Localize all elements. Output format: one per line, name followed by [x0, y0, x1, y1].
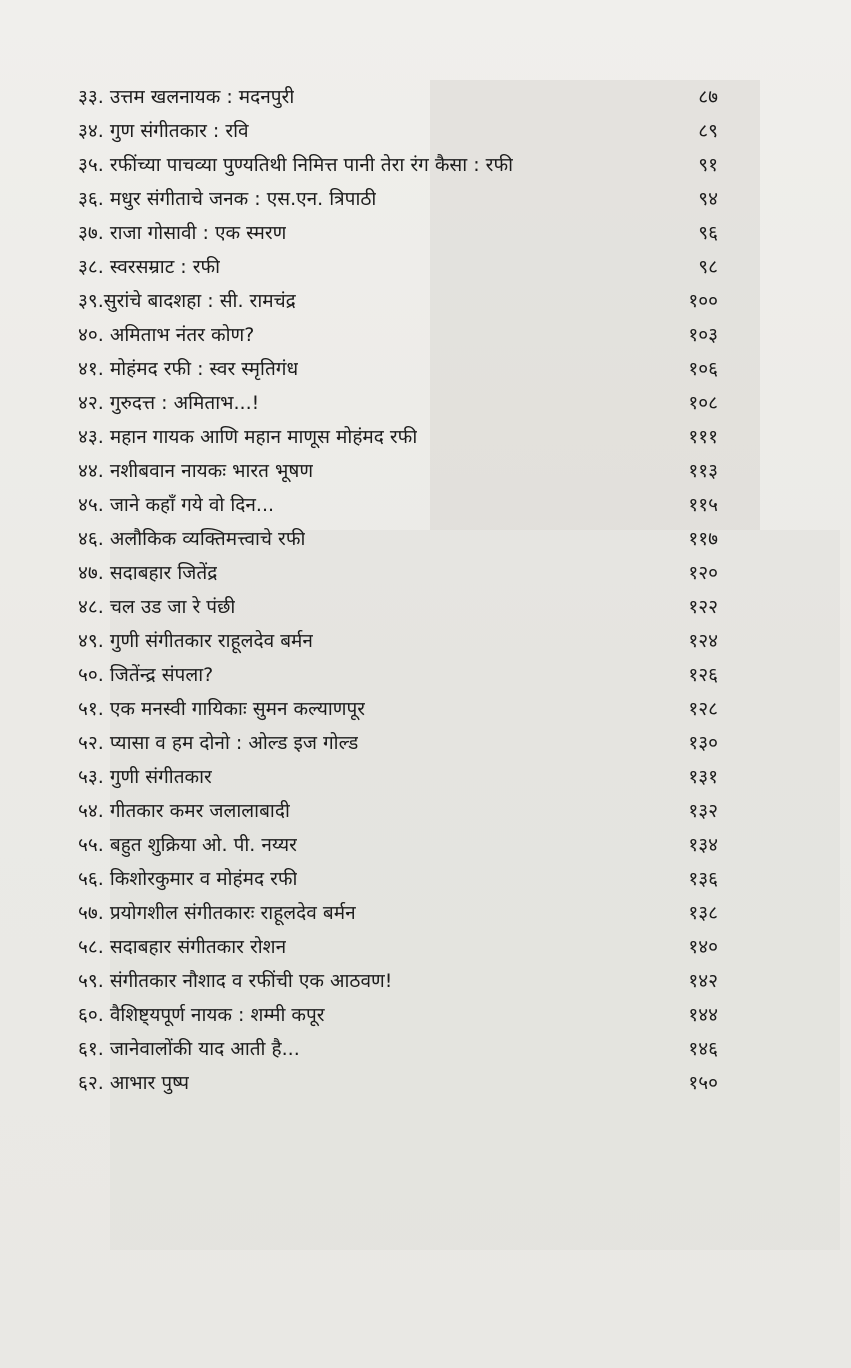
toc-entry-page-number: १०८: [688, 392, 718, 414]
toc-entry-title: ३९.सुरांचे बादशहा : सी. रामचंद्र: [78, 290, 296, 312]
toc-entry-page-number: ११३: [688, 460, 718, 482]
toc-entry: [78, 760, 718, 794]
toc-entry: [78, 624, 718, 658]
toc-entry-title: ४४. नशीबवान नायकः भारत भूषण: [78, 460, 314, 482]
toc-entry-title: ५७. प्रयोगशील संगीतकारः राहूलदेव बर्मन: [78, 902, 356, 924]
toc-entry: [78, 828, 718, 862]
toc-entry: [78, 794, 718, 828]
toc-entry: [78, 318, 718, 352]
toc-entry: [78, 556, 718, 590]
toc-entry-page-number: १२६: [688, 664, 718, 686]
toc-entry: [78, 352, 718, 386]
toc-entry-title: ५१. एक मनस्वी गायिकाः सुमन कल्याणपूर: [78, 698, 366, 720]
toc-entry-title: ४८. चल उड जा रे पंछी: [78, 596, 236, 618]
toc-entry-title: ३३. उत्तम खलनायक : मदनपुरी: [78, 86, 295, 108]
toc-entry-page-number: ८९: [698, 120, 718, 142]
toc-entry: [78, 896, 718, 930]
toc-entry-page-number: १३२: [688, 800, 718, 822]
toc-entry-page-number: ९४: [698, 188, 718, 210]
toc-entry-title: ३६. मधुर संगीताचे जनक : एस.एन. त्रिपाठी: [78, 188, 377, 210]
toc-entry-title: ३५. रफींच्या पाचव्या पुण्यतिथी निमित्त पानी तेरा रंग कैसा : रफी: [78, 154, 514, 176]
toc-entry-page-number: १२८: [688, 698, 718, 720]
toc-entry-title: ६०. वैशिष्ट्यपूर्ण नायक : शम्मी कपूर: [78, 1004, 325, 1026]
toc-entry-title: ३७. राजा गोसावी : एक स्मरण: [78, 222, 287, 244]
toc-entry: [78, 488, 718, 522]
toc-entry-page-number: १०६: [688, 358, 718, 380]
toc-entry-title: ४७. सदाबहार जितेंद्र: [78, 562, 218, 584]
toc-entry-title: ४५. जाने कहाँ गये वो दिन...: [78, 494, 275, 516]
toc-entry: [78, 998, 718, 1032]
toc-entry: [78, 1066, 718, 1100]
toc-entry-title: ४०. अमिताभ नंतर कोण?: [78, 324, 255, 346]
toc-entry: [78, 114, 718, 148]
toc-entry-title: ४६. अलौकिक व्यक्तिमत्त्वाचे रफी: [78, 528, 306, 550]
toc-entry-title: ५९. संगीतकार नौशाद व रफींची एक आठवण!: [78, 970, 393, 992]
toc-entry: [78, 1032, 718, 1066]
toc-entry-page-number: ९१: [698, 154, 718, 176]
table-of-contents: [78, 80, 718, 1100]
toc-entry: [78, 930, 718, 964]
toc-entry-title: ५०. जितेंन्द्र संपला?: [78, 664, 214, 686]
toc-entry-page-number: ९८: [698, 256, 718, 278]
toc-entry-page-number: १३१: [688, 766, 718, 788]
toc-entry: [78, 964, 718, 998]
toc-entry-page-number: १००: [688, 290, 718, 312]
toc-entry-page-number: १११: [688, 426, 718, 448]
toc-entry-page-number: ९६: [698, 222, 718, 244]
toc-entry-page-number: १२४: [688, 630, 718, 652]
toc-entry-page-number: १४६: [688, 1038, 718, 1060]
toc-entry-page-number: १५०: [688, 1072, 718, 1094]
toc-entry-title: ६२. आभार पुष्प: [78, 1072, 190, 1094]
toc-entry: [78, 80, 718, 114]
toc-entry-title: ३८. स्वरसम्राट : रफी: [78, 256, 221, 278]
toc-entry-title: ५४. गीतकार कमर जलालाबादी: [78, 800, 290, 822]
toc-entry-page-number: ११७: [688, 528, 718, 550]
toc-entry-page-number: १४४: [688, 1004, 718, 1026]
toc-entry: [78, 250, 718, 284]
toc-entry: [78, 726, 718, 760]
toc-entry-page-number: ११५: [688, 494, 718, 516]
toc-entry: [78, 216, 718, 250]
toc-entry-title: ४३. महान गायक आणि महान माणूस मोहंमद रफी: [78, 426, 418, 448]
toc-entry: [78, 522, 718, 556]
toc-entry: [78, 182, 718, 216]
toc-entry-title: ४१. मोहंमद रफी : स्वर स्मृतिगंध: [78, 358, 299, 380]
toc-entry: [78, 454, 718, 488]
toc-entry-title: ४९. गुणी संगीतकार राहूलदेव बर्मन: [78, 630, 313, 652]
toc-entry-title: ५५. बहुत शुक्रिया ओ. पी. नय्यर: [78, 834, 297, 856]
toc-entry-page-number: १०३: [688, 324, 718, 346]
toc-entry-page-number: १३०: [688, 732, 718, 754]
toc-entry: [78, 386, 718, 420]
toc-entry-page-number: १३६: [688, 868, 718, 890]
toc-entry-title: ३४. गुण संगीतकार : रवि: [78, 120, 249, 142]
toc-entry: [78, 284, 718, 318]
toc-entry-page-number: १३८: [688, 902, 718, 924]
toc-entry-page-number: ८७: [698, 86, 718, 108]
toc-entry-title: ४२. गुरुदत्त : अमिताभ...!: [78, 392, 260, 414]
toc-entry-page-number: १२०: [688, 562, 718, 584]
toc-entry-page-number: १३४: [688, 834, 718, 856]
toc-entry-title: ६१. जानेवालोंकी याद आती है...: [78, 1038, 300, 1060]
toc-entry: [78, 692, 718, 726]
toc-entry: [78, 862, 718, 896]
toc-entry-page-number: १४०: [688, 936, 718, 958]
toc-entry-page-number: १४२: [688, 970, 718, 992]
toc-entry-title: ५२. प्यासा व हम दोनो : ओल्ड इज गोल्ड: [78, 732, 359, 754]
toc-entry: [78, 658, 718, 692]
toc-entry-page-number: १२२: [688, 596, 718, 618]
toc-entry-title: ५३. गुणी संगीतकार: [78, 766, 212, 788]
toc-entry: [78, 148, 718, 182]
toc-entry: [78, 420, 718, 454]
toc-entry: [78, 590, 718, 624]
toc-entry-title: ५६. किशोरकुमार व मोहंमद रफी: [78, 868, 298, 890]
toc-entry-title: ५८. सदाबहार संगीतकार रोशन: [78, 936, 287, 958]
